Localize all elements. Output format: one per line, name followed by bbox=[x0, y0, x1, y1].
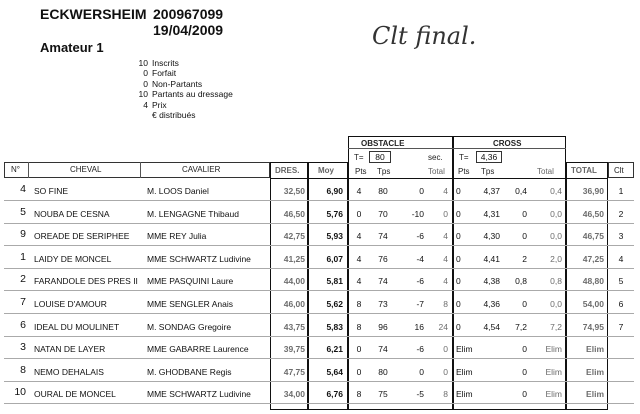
cell-obstacle-penalty: 0 bbox=[419, 186, 424, 196]
cell-dres: 41,25 bbox=[283, 253, 305, 264]
cell-obstacle-pts: 8 bbox=[356, 389, 362, 400]
cross-time-box: 4,36 bbox=[476, 151, 502, 163]
cell-obstacle-pts: 8 bbox=[356, 321, 362, 332]
cell-obstacle-tps: 76 bbox=[378, 253, 388, 264]
cell-moy: 5,64 bbox=[326, 366, 343, 377]
cell-moy: 5,76 bbox=[326, 208, 343, 219]
cell-obstacle-total: 0 bbox=[443, 344, 448, 355]
cell-cheval: NEMO DEHALAIS bbox=[34, 366, 104, 377]
cell-dres: 46,00 bbox=[283, 299, 305, 309]
stat-count: 0 bbox=[143, 68, 148, 79]
col-header-moy: Moy bbox=[318, 166, 334, 175]
cell-moy: 6,07 bbox=[326, 253, 343, 264]
col-header-total: TOTAL bbox=[571, 166, 597, 175]
cell-cross-total: 0,0 bbox=[550, 231, 562, 242]
cell-cross-penalty: 0 bbox=[522, 208, 527, 219]
stat-label: Inscrits bbox=[152, 58, 179, 68]
col-header-cross-pts: Pts bbox=[458, 167, 470, 176]
cell-dres: 47,75 bbox=[283, 366, 305, 377]
cell-no: 4 bbox=[20, 183, 26, 195]
row-divider bbox=[4, 268, 634, 269]
cell-total: Elim bbox=[586, 344, 604, 355]
cell-cheval: NATAN DE LAYER bbox=[34, 344, 106, 355]
cell-dres: 46,50 bbox=[283, 208, 305, 219]
cell-total: 74,95 bbox=[582, 321, 604, 332]
stat-label: Partants au dressage bbox=[152, 89, 233, 100]
cell-moy: 6,90 bbox=[326, 186, 343, 196]
cell-cross-penalty: 0 bbox=[522, 299, 527, 309]
cell-cavalier: M. LENGAGNE Thibaud bbox=[147, 208, 239, 219]
cell-cheval: NOUBA DE CESNA bbox=[34, 208, 110, 219]
row-divider bbox=[4, 336, 634, 337]
cell-cross-penalty: 0,4 bbox=[515, 186, 527, 196]
cell-cross-tps: 4,54 bbox=[483, 321, 500, 332]
cell-cavalier: MME PASQUINI Laure bbox=[147, 276, 234, 287]
cell-total: 48,80 bbox=[582, 276, 604, 287]
cell-obstacle-pts: 0 bbox=[356, 208, 362, 219]
col-header-cavalier: CAVALIER bbox=[182, 165, 221, 174]
obstacle-time-box: 80 bbox=[369, 151, 391, 163]
cell-no: 5 bbox=[20, 205, 26, 218]
cell-cheval: LOUISE D'AMOUR bbox=[34, 299, 107, 309]
cell-obstacle-penalty: -6 bbox=[416, 231, 424, 242]
cell-cross-pts: 0 bbox=[456, 231, 461, 242]
cell-obstacle-penalty: -10 bbox=[411, 208, 424, 219]
col-header-obstacle-pts: Pts bbox=[355, 167, 367, 176]
cell-clt: 7 bbox=[618, 321, 624, 332]
cell-obstacle-total: 0 bbox=[443, 366, 448, 377]
cell-obstacle-tps: 74 bbox=[378, 344, 388, 355]
cell-no: 8 bbox=[20, 363, 26, 376]
cell-dres: 43,75 bbox=[283, 321, 305, 332]
cell-cross-penalty: 0 bbox=[522, 231, 527, 242]
col-header-cheval: CHEVAL bbox=[70, 165, 102, 174]
cell-obstacle-pts: 0 bbox=[356, 366, 362, 377]
cell-clt: 5 bbox=[618, 276, 624, 287]
stat-label: € distribués bbox=[152, 110, 196, 121]
row-divider bbox=[4, 358, 634, 359]
cell-cross-total: 0,8 bbox=[550, 276, 562, 287]
cell-obstacle-pts: 4 bbox=[356, 253, 362, 264]
cell-cheval: IDEAL DU MOULINET bbox=[34, 321, 120, 332]
cell-obstacle-penalty: 0 bbox=[419, 366, 424, 377]
cell-obstacle-total: 24 bbox=[438, 321, 448, 332]
cell-obstacle-tps: 70 bbox=[378, 208, 388, 219]
cell-cross-pts: 0 bbox=[456, 299, 461, 309]
cell-cross-total: 7,2 bbox=[550, 321, 562, 332]
stat-row bbox=[100, 89, 233, 99]
cell-moy: 6,76 bbox=[326, 389, 343, 400]
stat-label: Prix bbox=[152, 99, 167, 110]
cell-cheval: FARANDOLE DES PRES II bbox=[34, 276, 138, 287]
stat-count bbox=[100, 110, 152, 120]
cell-cross-penalty: 0 bbox=[522, 344, 527, 355]
cell-obstacle-tps: 74 bbox=[378, 231, 388, 242]
cell-cross-pts: 0 bbox=[456, 208, 461, 219]
cell-obstacle-total: 0 bbox=[443, 208, 448, 219]
col-header-no: N° bbox=[11, 165, 20, 174]
stat-count: 0 bbox=[143, 78, 148, 89]
cell-clt: 3 bbox=[618, 231, 624, 242]
cell-total: 36,90 bbox=[582, 186, 604, 196]
cell-cross-pts: Elim bbox=[456, 344, 473, 355]
cell-obstacle-tps: 74 bbox=[378, 276, 388, 287]
obstacle-sec-label: sec. bbox=[428, 153, 443, 162]
cell-cross-total: 0,0 bbox=[550, 208, 562, 219]
cell-clt: 6 bbox=[618, 299, 624, 309]
cross-t-label: T= bbox=[459, 153, 469, 162]
cell-cross-total: 0,4 bbox=[550, 186, 562, 196]
cell-cross-pts: 0 bbox=[456, 186, 461, 196]
cell-cavalier: MME GABARRE Laurence bbox=[147, 344, 249, 355]
cell-cavalier: MME REY Julia bbox=[147, 231, 207, 242]
cell-total: Elim bbox=[586, 366, 604, 377]
cell-moy: 5,83 bbox=[326, 321, 343, 332]
cell-cavalier: MME SENGLER Anais bbox=[147, 299, 233, 309]
entry-stats bbox=[100, 58, 233, 120]
competition-code: 200967099 bbox=[153, 6, 224, 22]
cell-cross-tps: 4,37 bbox=[483, 186, 500, 196]
cell-cross-pts: 0 bbox=[456, 276, 461, 287]
cell-clt: 1 bbox=[618, 186, 624, 196]
cell-obstacle-penalty: -6 bbox=[416, 344, 424, 355]
cell-cross-pts: Elim bbox=[456, 389, 473, 400]
cell-moy: 5,93 bbox=[326, 231, 343, 242]
cell-cross-total: Elim bbox=[545, 344, 562, 355]
competition-date: 19/04/2009 bbox=[153, 22, 224, 38]
col-header-dres: DRES. bbox=[275, 166, 300, 175]
cell-cheval: OREADE DE SERIPHEE bbox=[34, 231, 130, 242]
stat-count: 10 bbox=[138, 58, 148, 68]
row-divider bbox=[4, 245, 634, 246]
cell-cross-total: Elim bbox=[545, 366, 562, 377]
cell-obstacle-total: 4 bbox=[443, 186, 448, 196]
cell-clt: 4 bbox=[618, 253, 624, 264]
cell-cross-penalty: 0 bbox=[522, 389, 527, 400]
cell-cross-tps: 4,41 bbox=[483, 253, 500, 264]
cell-cross-total: 2,0 bbox=[550, 253, 562, 264]
cell-obstacle-penalty: -6 bbox=[416, 276, 424, 287]
stat-row bbox=[100, 79, 233, 89]
stat-row bbox=[100, 110, 233, 120]
cell-cavalier: M. GHODBANE Regis bbox=[147, 366, 232, 377]
stat-count: 10 bbox=[138, 89, 148, 100]
stat-label: Non-Partants bbox=[152, 78, 203, 89]
cell-obstacle-penalty: -4 bbox=[416, 253, 424, 264]
cell-cross-penalty: 7,2 bbox=[515, 321, 527, 332]
row-divider bbox=[4, 381, 634, 382]
cell-cross-pts: 0 bbox=[456, 321, 461, 332]
cell-moy: 5,62 bbox=[326, 299, 343, 309]
cell-cross-penalty: 2 bbox=[522, 253, 527, 264]
cell-cross-total: Elim bbox=[545, 389, 562, 400]
cell-dres: 44,00 bbox=[283, 276, 305, 287]
row-divider bbox=[4, 403, 634, 404]
cell-cavalier: M. SONDAG Gregoire bbox=[147, 321, 232, 332]
cell-obstacle-penalty: 16 bbox=[414, 321, 424, 332]
cell-no: 10 bbox=[14, 386, 26, 399]
class-name: Amateur 1 bbox=[40, 40, 104, 55]
cell-cross-tps: 4,30 bbox=[483, 231, 500, 242]
cross-title: CROSS bbox=[493, 139, 522, 148]
cell-no: 2 bbox=[20, 273, 26, 286]
stat-row bbox=[100, 58, 233, 68]
cell-obstacle-tps: 96 bbox=[378, 321, 388, 332]
stat-count: 4 bbox=[143, 99, 148, 110]
cell-dres: 39,75 bbox=[283, 344, 305, 355]
cell-total: 46,75 bbox=[582, 231, 604, 242]
obstacle-t-label: T= bbox=[354, 153, 364, 162]
cell-obstacle-total: 4 bbox=[443, 231, 448, 242]
cell-cheval: LAIDY DE MONCEL bbox=[34, 253, 112, 264]
cell-obstacle-total: 4 bbox=[443, 253, 448, 264]
venue-name: ECKWERSHEIM bbox=[40, 6, 147, 22]
cell-obstacle-pts: 4 bbox=[356, 186, 362, 196]
cell-no: 3 bbox=[20, 341, 26, 354]
cell-cross-pts: 0 bbox=[456, 253, 461, 264]
cell-dres: 34,00 bbox=[283, 389, 305, 400]
cell-cross-tps: 4,38 bbox=[483, 276, 500, 287]
row-divider bbox=[4, 223, 634, 224]
cell-cross-total: 0,0 bbox=[550, 299, 562, 309]
cell-no: 7 bbox=[20, 296, 26, 308]
cell-cheval: SO FINE bbox=[34, 186, 69, 196]
cell-total: 47,25 bbox=[582, 253, 604, 264]
cell-clt: 2 bbox=[618, 208, 624, 219]
col-header-cross-total: Total bbox=[537, 167, 554, 176]
cell-dres: 42,75 bbox=[283, 231, 305, 242]
cell-cavalier: M. LOOS Daniel bbox=[147, 186, 209, 196]
cell-obstacle-penalty: -7 bbox=[416, 299, 424, 309]
stat-label: Forfait bbox=[152, 68, 177, 79]
cell-cavalier: MME SCHWARTZ Ludivine bbox=[147, 253, 251, 264]
cell-cross-tps: 4,36 bbox=[483, 299, 500, 309]
cell-cross-tps: 4,31 bbox=[483, 208, 500, 219]
cell-cross-pts: Elim bbox=[456, 366, 473, 377]
cell-obstacle-total: 8 bbox=[443, 389, 448, 400]
row-divider bbox=[4, 313, 634, 314]
cell-no: 9 bbox=[20, 228, 26, 241]
handwritten-note: Clt final. bbox=[372, 22, 477, 50]
row-divider bbox=[4, 290, 634, 291]
cell-moy: 6,21 bbox=[326, 344, 343, 355]
cell-obstacle-tps: 80 bbox=[378, 366, 388, 377]
cell-obstacle-total: 4 bbox=[443, 276, 448, 287]
cell-obstacle-tps: 73 bbox=[378, 299, 388, 309]
cell-dres: 32,50 bbox=[283, 186, 305, 196]
cell-obstacle-tps: 75 bbox=[378, 389, 388, 400]
cell-total: Elim bbox=[586, 389, 604, 400]
cell-obstacle-pts: 0 bbox=[356, 344, 362, 355]
left-header-strip bbox=[4, 162, 270, 178]
cell-no: 1 bbox=[20, 250, 26, 263]
cell-obstacle-pts: 8 bbox=[356, 299, 362, 309]
cell-no: 6 bbox=[20, 318, 26, 331]
col-header-obstacle-tps: Tps bbox=[377, 167, 391, 176]
col-header-obstacle-total: Total bbox=[428, 167, 445, 176]
row-divider bbox=[4, 200, 634, 201]
obstacle-title: OBSTACLE bbox=[361, 139, 405, 148]
cell-cross-penalty: 0,8 bbox=[515, 276, 527, 287]
cell-cavalier: MME SCHWARTZ Ludivine bbox=[147, 389, 251, 400]
cell-obstacle-penalty: -5 bbox=[416, 389, 424, 400]
col-header-cross-tps: Tps bbox=[481, 167, 495, 176]
stat-row bbox=[100, 100, 233, 110]
cell-obstacle-pts: 4 bbox=[356, 276, 362, 287]
cell-obstacle-pts: 4 bbox=[356, 231, 362, 242]
cell-total: 46,50 bbox=[582, 208, 604, 219]
cell-obstacle-tps: 80 bbox=[378, 186, 388, 196]
cell-obstacle-total: 8 bbox=[443, 299, 448, 309]
stat-row bbox=[100, 68, 233, 78]
cell-total: 54,00 bbox=[582, 299, 604, 309]
col-header-clt: Clt bbox=[614, 166, 624, 175]
cell-cheval: OURAL DE MONCEL bbox=[34, 389, 116, 400]
cell-cross-penalty: 0 bbox=[522, 366, 527, 377]
cell-moy: 5,81 bbox=[326, 276, 343, 287]
